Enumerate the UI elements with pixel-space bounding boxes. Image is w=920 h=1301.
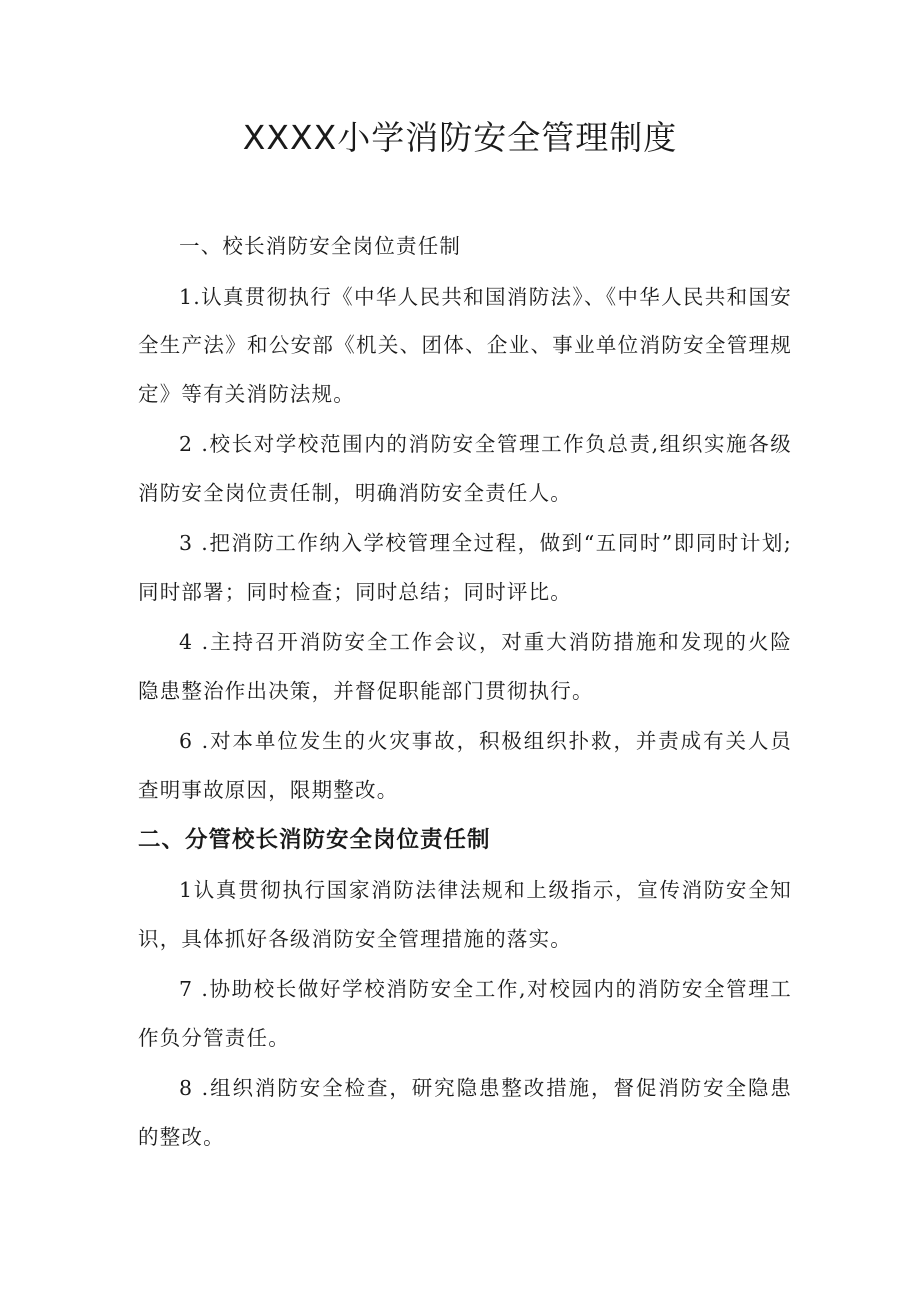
paragraph-1-4: 4 .主持召开消防安全工作会议，对重大消防措施和发现的火险隐患整治作出决策，并督促职能部门贯彻执行。: [138, 630, 792, 703]
paragraph-1-1: 1.认真贯彻执行《中华人民共和国消防法》、《中华人民共和国安全生产法》和公安部《机关、团体、企业、事业单位消防安全管理规定》等有关消防法规。: [138, 284, 792, 406]
paragraph-2-1: 1认真贯彻执行国家消防法律法规和上级指示，宣传消防安全知识，具体抓好各级消防安全管理措施的落实。: [138, 878, 792, 951]
paragraph-1-5: 6 .对本单位发生的火灾事故，积极组织扑救，并责成有关人员查明事故原因，限期整改。: [138, 729, 792, 802]
document-body: [138, 222, 792, 1163]
paragraph-1-3: 3 .把消防工作纳入学校管理全过程，做到“五同时”即同时计划;同时部署；同时检查；同时总结；同时评比。: [138, 531, 792, 604]
paragraph-2-3: 8 .组织消防安全检查，研究隐患整改措施，督促消防安全隐患的整改。: [138, 1076, 792, 1149]
section-heading-1: 一、校长消防安全岗位责任制: [179, 234, 462, 258]
section-heading-2: 二、分管校长消防安全岗位责任制: [138, 827, 491, 853]
document-title: XXXX小学消防安全管理制度: [242, 118, 678, 157]
paragraph-2-2: 7 .协助校长做好学校消防安全工作,对校园内的消防安全管理工作负分管责任。: [138, 977, 792, 1050]
paragraph-1-2: 2 .校长对学校范围内的消防安全管理工作负总责,组织实施各级消防安全岗位责任制，明确消防安全责任人。: [138, 432, 792, 505]
